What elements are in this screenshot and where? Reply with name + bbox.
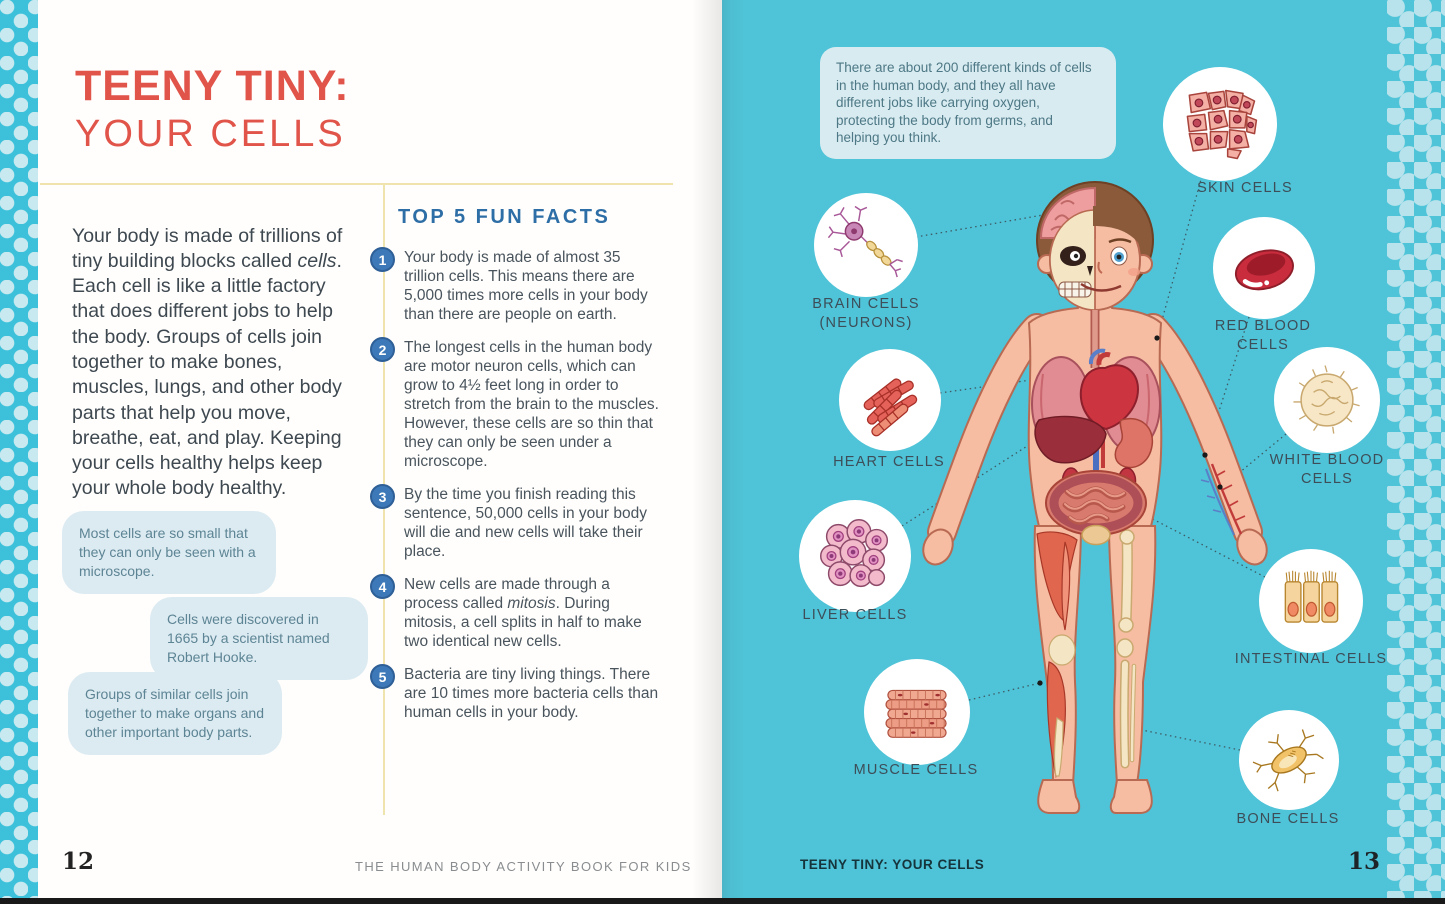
speech-bubble: Most cells are so small that they can only be seen with a microscope. [62,511,276,594]
intestinal-cells-illustration [1267,557,1355,645]
white-blood-cells-label [1270,451,1385,489]
page-title-line1: TEENY TINY: [75,62,350,110]
heart-cells-circle [839,349,941,451]
intestinal-cells-circle [1259,549,1363,653]
polka-dot-border-left [0,0,38,904]
page-number-left: 12 [62,848,95,875]
white-blood-cells-label-line2: CELLS [1301,471,1353,487]
fact-item [370,484,662,561]
fun-facts-heading: TOP 5 FUN FACTS [398,206,611,228]
fact-number-badge: 1 [370,247,395,272]
chapter-title-footer: TEENY TINY: YOUR CELLS [800,857,985,872]
speech-bubble: Groups of similar cells join together to make organs and other important body parts. [68,672,282,755]
bone-cells-circle [1239,710,1339,810]
bone-cells-label: BONE CELLS [1236,811,1340,827]
fact-text-part: . During mitosis, a cell splits in half to make two identical new cells. [404,595,642,650]
skin-cells-label: SKIN CELLS [1197,180,1293,196]
fact-item [370,664,662,722]
fact-number-badge: 5 [370,664,395,689]
liver-cells-circle [799,500,911,612]
red-blood-cells-label-line2: CELLS [1237,337,1289,353]
fact-item [370,574,662,651]
muscle-cells-label: MUSCLE CELLS [853,762,979,778]
brain-cells-label [812,295,920,333]
fact-italic-word: mitosis [507,595,556,612]
heart-cells-illustration [846,356,934,444]
red-blood-cells-label [1215,317,1311,355]
white-blood-cells-circle [1274,347,1380,453]
polka-dot-border-right [1387,0,1445,904]
fact-item [370,247,662,324]
skin-cells-circle [1163,67,1277,181]
red-blood-cells-label-line1: RED BLOOD [1214,318,1312,334]
brain-cells-label-line1: BRAIN CELLS [812,296,920,312]
liver-cells-illustration [808,509,902,603]
horizontal-rule [40,183,673,185]
fun-facts-list [370,247,662,735]
page-title [75,62,350,156]
muscle-cells-illustration [872,667,962,757]
fact-item [370,337,662,471]
speech-bubble: Cells were discovered in 1665 by a scientist named Robert Hooke. [150,597,368,680]
fact-text-part: New cells are made through a process called [404,576,610,612]
fact-number-badge: 2 [370,337,395,362]
fact-text: Bacteria are tiny living things. There are 10 times more bacteria cells than human cells in your body. [404,666,659,721]
intestinal-cells-label: INTESTINAL CELLS [1234,651,1388,667]
white-blood-cell-illustration [1281,354,1373,446]
intro-italic-word: cells [297,249,337,272]
intro-text: Your body is made of trillions of tiny building blocks called [72,224,343,272]
fact-number-badge: 3 [370,484,395,509]
liver-cells-label: LIVER CELLS [802,607,908,623]
fact-text: Your body is made of almost 35 trillion cells. This means there are 5,000 times more cells in your body than there are people on earth. [404,249,648,323]
neuron-illustration [822,201,910,289]
info-box: There are about 200 different kinds of cells in the human body, and they all have different jobs like carrying oxygen, protecting the body from germs, and helping you think. [820,47,1116,159]
white-blood-cells-label-line1: WHITE BLOOD [1269,452,1385,468]
fact-text: By the time you finish reading this sentence, 50,000 cells in your body will die and new cells will take their place. [404,486,647,560]
fact-text [404,575,662,651]
brain-cells-label-line2: (NEURONS) [819,315,913,331]
heart-cells-label: HEART CELLS [833,454,945,470]
muscle-cells-circle [864,659,970,765]
red-blood-cell-illustration [1219,223,1309,313]
intro-paragraph [72,224,352,502]
bone-cell-illustration [1246,717,1332,803]
skin-cells-illustration [1174,78,1266,170]
brain-cells-circle [814,193,918,297]
page-title-line2: YOUR CELLS [75,113,346,155]
book-bottom-edge [0,898,1445,904]
fact-text: The longest cells in the human body are motor neuron cells, which can grow to 4½ feet long in order to stretch from the brain to the muscles. However, these cells are so thin that they can only be seen under a microscope. [404,339,659,470]
red-blood-cells-circle [1213,217,1315,319]
book-title-footer: THE HUMAN BODY ACTIVITY BOOK FOR KIDS [355,859,692,874]
intro-text-continued: . Each cell is like a little factory that does different jobs to help the body. Groups of cells join together to make bones, muscles, lungs, and other body parts that help you move, breathe, eat, and play. Keeping your cells healthy helps keep your whole body healthy. [72,249,342,500]
page-number-right: 13 [1348,848,1381,875]
fact-number-badge: 4 [370,574,395,599]
